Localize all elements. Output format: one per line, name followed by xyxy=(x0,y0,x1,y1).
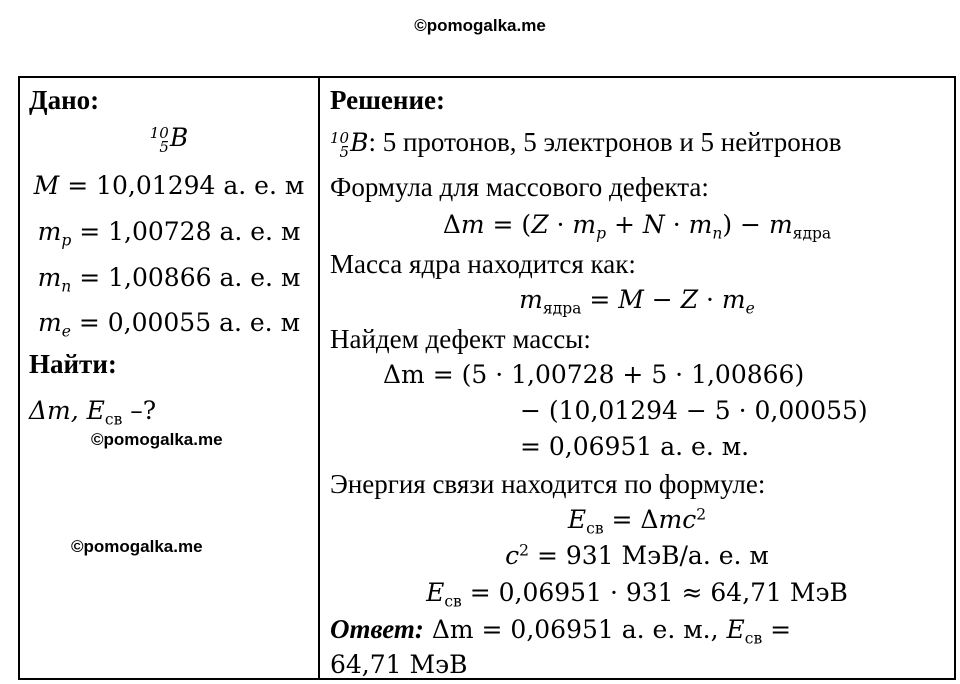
energy-intro: Энергия связи находится по формуле: xyxy=(330,469,766,499)
solution-column xyxy=(319,77,955,679)
nucleus-mass-intro: Масса ядра находится как: xyxy=(330,249,636,279)
solution-heading: Решение: xyxy=(330,85,445,115)
calc-line-1: Δm = (5 · 1,00728 + 5 · 1,00866) xyxy=(383,360,805,389)
given-electron-mass: $m_e = 0,00055$ а. е. м xyxy=(37,308,301,341)
energy-calculation: $E_{св} = 0,06951 \cdot 931 \approx 64,71$ МэВ xyxy=(426,578,848,611)
solution-table xyxy=(18,76,956,680)
given-nucleus-mass: M = 10,01294 а. е. м xyxy=(33,171,305,200)
given-isotope: 10 5 B xyxy=(149,123,189,156)
isotope-composition: 10 5 B: 5 протонов, 5 электронов и 5 нейтронов xyxy=(330,127,842,161)
mass-defect-formula: $\Delta m = (Z \cdot m_p + N \cdot m_n) - m_{ядра}$ xyxy=(442,210,832,243)
find-expression: Δm, $E_{св}$ –? xyxy=(29,396,157,429)
watermark-left-2: ©pomogalka.me xyxy=(71,537,203,556)
find-defect-intro: Найдем дефект массы: xyxy=(330,324,591,354)
given-neutron-mass: $m_n = 1,00866$ а. е. м xyxy=(37,263,301,296)
watermark-top: ©pomogalka.me xyxy=(414,16,546,35)
nucleus-mass-formula: $m_{ядра} = M - Z \cdot m_e$ xyxy=(519,285,755,318)
calc-line-2: − (10,01294 − 5 · 0,00055) xyxy=(520,396,868,425)
given-proton-mass: $m_p = 1,00728$ а. е. м xyxy=(37,217,301,250)
energy-formula: $E_{св} = \Delta mc^2$ xyxy=(567,505,707,538)
calc-line-3: = 0,06951 а. е. м. xyxy=(520,432,750,461)
given-column xyxy=(19,77,319,679)
answer-line-1: Ответ: Δm = 0,06951 а. е. м., $E_{св}$ = xyxy=(330,614,792,648)
find-heading: Найти: xyxy=(29,349,117,379)
c-squared-value: $c^2 = 931$ МэВ/а. е. м xyxy=(505,541,769,570)
watermark-left-1: ©pomogalka.me xyxy=(91,430,223,449)
given-heading: Дано: xyxy=(29,85,100,115)
answer-line-2: 64,71 МэВ xyxy=(330,650,468,679)
mass-defect-intro: Формула для массового дефекта: xyxy=(330,172,709,202)
